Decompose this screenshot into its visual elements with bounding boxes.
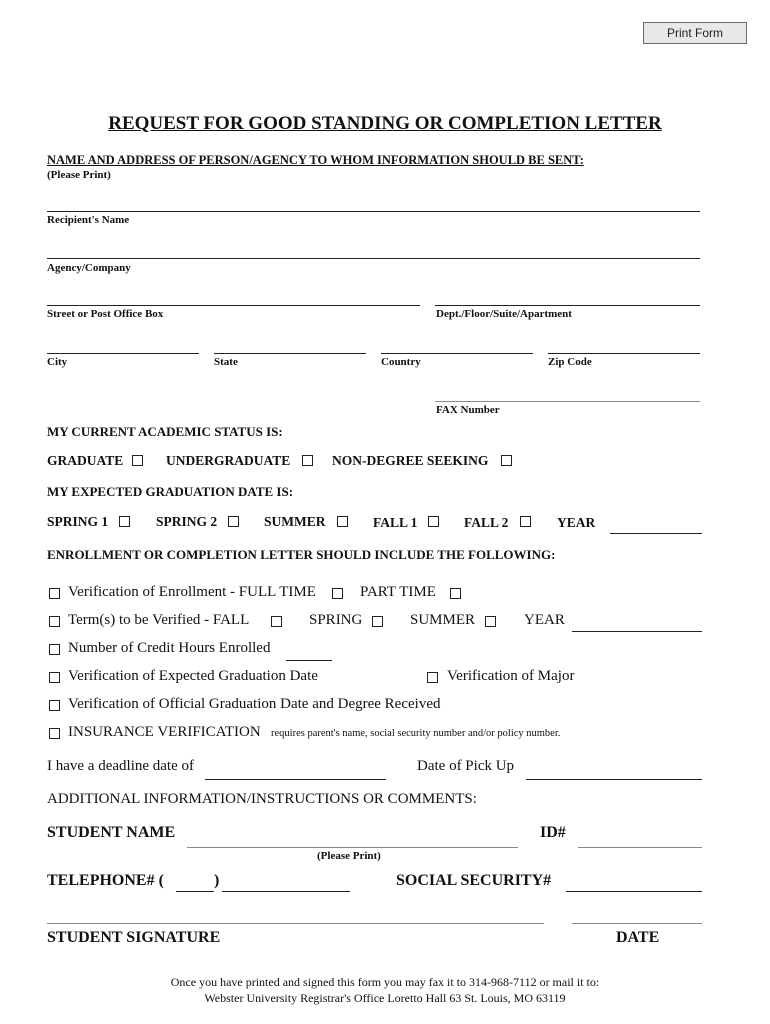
- credit-hours-label: Number of Credit Hours Enrolled: [68, 640, 271, 656]
- verification-enrollment-checkbox[interactable]: [49, 588, 60, 599]
- fax-field[interactable]: [435, 401, 700, 402]
- id-label: ID#: [540, 824, 566, 841]
- ssn-label: SOCIAL SECURITY#: [396, 872, 552, 889]
- spring1-checkbox[interactable]: [119, 516, 130, 527]
- spring2-label: SPRING 2: [156, 514, 218, 529]
- non-degree-label: NON-DEGREE SEEKING: [332, 453, 489, 468]
- fall1-checkbox[interactable]: [428, 516, 439, 527]
- term-year-label: YEAR: [524, 612, 565, 628]
- graduation-heading: MY EXPECTED GRADUATION DATE IS:: [47, 484, 294, 499]
- insurance-note: requires parent's name, social security number and/or policy number.: [271, 728, 561, 739]
- insurance-label: INSURANCE VERIFICATION: [68, 724, 261, 740]
- term-fall-checkbox[interactable]: [271, 616, 282, 627]
- fax-label: FAX Number: [436, 404, 500, 416]
- summer-checkbox[interactable]: [337, 516, 348, 527]
- term-summer-checkbox[interactable]: [485, 616, 496, 627]
- term-year-field[interactable]: [572, 631, 702, 632]
- agency-label: Agency/Company: [47, 262, 131, 274]
- deadline-label: I have a deadline date of: [47, 758, 195, 774]
- spring1-label: SPRING 1: [47, 514, 109, 529]
- insurance-checkbox[interactable]: [49, 728, 60, 739]
- signature-label: STUDENT SIGNATURE: [47, 929, 221, 946]
- undergraduate-checkbox[interactable]: [302, 455, 313, 466]
- country-label: Country: [381, 356, 421, 368]
- terms-verified-label: Term(s) to be Verified - FALL: [68, 612, 250, 628]
- pickup-field[interactable]: [526, 779, 702, 780]
- official-grad-checkbox[interactable]: [49, 700, 60, 711]
- part-time-checkbox[interactable]: [450, 588, 461, 599]
- footer-line-1: Once you have printed and signed this form you may fax it to 314-968-7112 or mail it to:: [170, 975, 600, 989]
- credit-hours-checkbox[interactable]: [49, 644, 60, 655]
- street-field[interactable]: [47, 305, 420, 306]
- state-label: State: [214, 356, 238, 368]
- page-title: REQUEST FOR GOOD STANDING OR COMPLETION LETTER: [108, 113, 662, 134]
- date-field[interactable]: [572, 923, 702, 924]
- pickup-label: Date of Pick Up: [417, 758, 515, 774]
- id-field[interactable]: [578, 847, 702, 848]
- fall2-checkbox[interactable]: [520, 516, 531, 527]
- date-label: DATE: [616, 929, 660, 946]
- telephone-close-paren: ): [214, 872, 220, 889]
- agency-field[interactable]: [47, 258, 700, 259]
- verification-enrollment-label: Verification of Enrollment - FULL TIME: [68, 584, 316, 600]
- term-summer-label: SUMMER: [410, 612, 476, 628]
- graduate-checkbox[interactable]: [132, 455, 143, 466]
- terms-verified-checkbox[interactable]: [49, 616, 60, 627]
- area-code-field[interactable]: [176, 891, 214, 892]
- major-label: Verification of Major: [447, 668, 575, 684]
- student-please-print: (Please Print): [317, 850, 381, 862]
- state-field[interactable]: [214, 353, 366, 354]
- summer-label: SUMMER: [264, 514, 326, 529]
- expected-grad-checkbox[interactable]: [49, 672, 60, 683]
- telephone-label: TELEPHONE# (: [47, 872, 164, 889]
- spring2-checkbox[interactable]: [228, 516, 239, 527]
- full-time-checkbox[interactable]: [332, 588, 343, 599]
- graduation-year-field[interactable]: [610, 533, 702, 534]
- zip-field[interactable]: [548, 353, 700, 354]
- dept-field[interactable]: [435, 305, 700, 306]
- please-print-note: (Please Print): [47, 169, 111, 181]
- graduate-label: GRADUATE: [47, 453, 124, 468]
- city-field[interactable]: [47, 353, 199, 354]
- status-heading: MY CURRENT ACADEMIC STATUS IS:: [47, 424, 283, 439]
- signature-field[interactable]: [47, 923, 544, 924]
- additional-info-label: ADDITIONAL INFORMATION/INSTRUCTIONS OR COMMENTS:: [47, 791, 477, 807]
- student-name-field[interactable]: [187, 847, 518, 848]
- recipient-name-label: Recipient's Name: [47, 214, 130, 226]
- graduation-year-label: YEAR: [557, 515, 596, 530]
- official-grad-label: Verification of Official Graduation Date and Degree Received: [68, 696, 441, 712]
- recipient-section-heading: NAME AND ADDRESS OF PERSON/AGENCY TO WHOM INFORMATION SHOULD BE SENT:: [47, 153, 584, 167]
- student-name-label: STUDENT NAME: [47, 824, 176, 841]
- include-heading: ENROLLMENT OR COMPLETION LETTER SHOULD INCLUDE THE FOLLOWING:: [47, 547, 556, 562]
- country-field[interactable]: [381, 353, 533, 354]
- term-spring-checkbox[interactable]: [372, 616, 383, 627]
- ssn-field[interactable]: [566, 891, 702, 892]
- recipient-name-field[interactable]: [47, 211, 700, 212]
- deadline-field[interactable]: [205, 779, 386, 780]
- term-spring-label: SPRING: [309, 612, 363, 628]
- zip-label: Zip Code: [548, 356, 592, 368]
- credit-hours-field[interactable]: [286, 660, 332, 661]
- non-degree-checkbox[interactable]: [501, 455, 512, 466]
- footer-line-2: Webster University Registrar's Office Loretto Hall 63 St. Louis, MO 63119: [204, 991, 566, 1005]
- fall1-label: FALL 1: [373, 515, 418, 530]
- dept-label: Dept./Floor/Suite/Apartment: [436, 308, 572, 320]
- street-label: Street or Post Office Box: [47, 308, 164, 320]
- fall2-label: FALL 2: [464, 515, 509, 530]
- expected-grad-label: Verification of Expected Graduation Date: [68, 668, 318, 684]
- city-label: City: [47, 356, 68, 368]
- part-time-label: PART TIME: [360, 584, 436, 600]
- telephone-field[interactable]: [222, 891, 350, 892]
- print-form-button[interactable]: Print Form: [643, 22, 747, 44]
- major-checkbox[interactable]: [427, 672, 438, 683]
- undergraduate-label: UNDERGRADUATE: [166, 453, 291, 468]
